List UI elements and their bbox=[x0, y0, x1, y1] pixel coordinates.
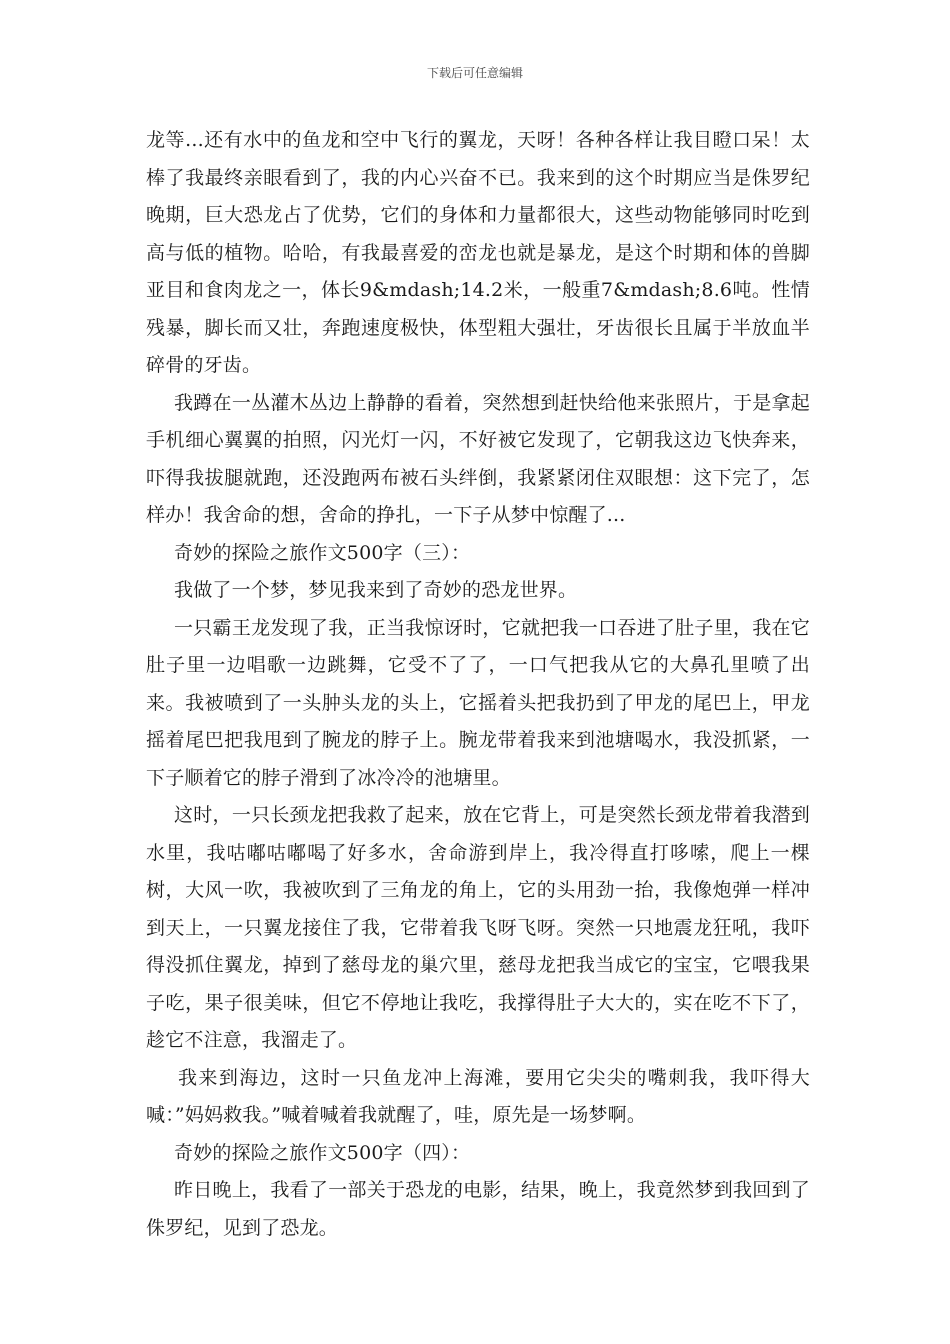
paragraph-2: 我蹲在一丛灌木丛边上静静的看着，突然想到赶快给他来张照片，于是拿起手机细心翼翼的拍照，闪光灯一闪，不好被它发现了，它朝我这边飞快奔来，吓得我拔腿就跑，还没跑两布被石头绊倒，我紧紧闭住双眼想：这下完了，怎样办！我舍命的想，舍命的挣扎，一下子从梦中惊醒了... bbox=[146, 391, 810, 526]
paragraph-1: 龙等...还有水中的鱼龙和空中飞行的翼龙，天呀！各种各样让我目瞪口呆！太棒了我最终亲眼看到了，我的内心兴奋不已。我来到的这个时期应当是侏罗纪晚期，巨大恐龙占了优势，它们的身体和力量都很大，这些动物能够同时吃到高与低的植物。哈哈，有我最喜爱的峦龙也就是暴龙，是这个时期和体的兽脚亚目和食肉龙之一，体长9&mdash;14.2米，一般重7&mdash;8.6吨。性情残暴，脚长而又壮，奔跑速度极快，体型粗大强壮，牙齿很长且属于半放血半碎骨的牙齿。 bbox=[146, 129, 810, 376]
document-body bbox=[146, 122, 810, 1247]
paragraph-4: 一只霸王龙发现了我，正当我惊讶时，它就把我一口吞进了肚子里，我在它肚子里一边唱歌一边跳舞，它受不了了，一口气把我从它的大鼻孔里喷了出来。我被喷到了一头肿头龙的头上，它摇着头把我扔到了甲龙的尾巴上，甲龙摇着尾巴把我甩到了腕龙的脖子上。腕龙带着我来到池塘喝水，我没抓紧，一下子顺着它的脖子滑到了冰冷冷的池塘里。 bbox=[146, 616, 810, 789]
section-heading-3: 奇妙的探险之旅作文500字（三）： bbox=[174, 541, 471, 564]
paragraph-7: 昨日晚上，我看了一部关于恐龙的电影，结果，晚上，我竟然梦到我回到了侏罗纪，见到了恐龙。 bbox=[146, 1179, 810, 1239]
section-heading-4: 奇妙的探险之旅作文500字（四）： bbox=[174, 1141, 471, 1164]
paragraph-5: 这时，一只长颈龙把我救了起来，放在它背上，可是突然长颈龙带着我潜到水里，我咕嘟咕嘟喝了好多水，舍命游到岸上，我冷得直打哆嗦，爬上一棵树，大风一吹，我被吹到了三角龙的角上，它的头用劲一抬，我像炮弹一样冲到天上，一只翼龙接住了我，它带着我飞呀飞呀。突然一只地震龙狂吼，我吓得没抓住翼龙，掉到了慈母龙的巢穴里，慈母龙把我当成它的宝宝，它喂我果子吃，果子很美味，但它不停地让我吃，我撑得肚子大大的，实在吃不下了，趁它不注意，我溜走了。 bbox=[146, 804, 810, 1051]
page-header: 下载后可任意编辑 bbox=[426, 66, 523, 80]
paragraph-3: 我做了一个梦，梦见我来到了奇妙的恐龙世界。 bbox=[174, 579, 578, 601]
paragraph-6: 我来到海边，这时一只鱼龙冲上海滩，要用它尖尖的嘴刺我，我吓得大喊：”妈妈救我。”喊着喊着我就醒了，哇，原先是一场梦啊。 bbox=[146, 1066, 810, 1126]
